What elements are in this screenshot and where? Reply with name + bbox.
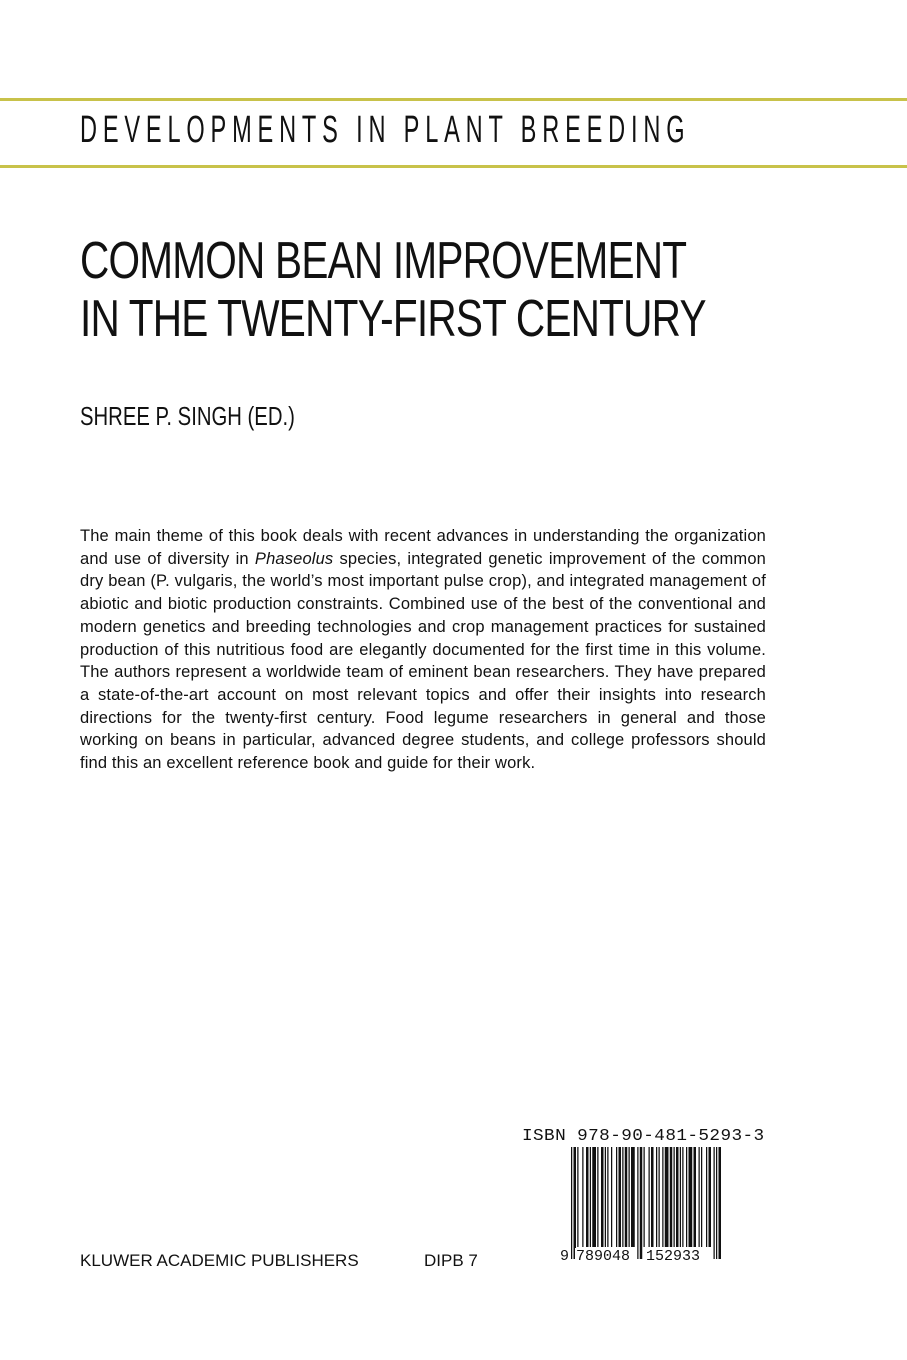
book-title: [80, 232, 706, 348]
book-author: SHREE P. SINGH (ED.): [80, 401, 295, 431]
book-description: [80, 525, 766, 775]
book-title-line-1: COMMON BEAN IMPROVEMENT: [80, 232, 687, 290]
description-italic-genus: Phaseolus: [254, 549, 334, 568]
barcode-digits-right: 152933: [646, 1248, 701, 1265]
barcode-digits-left: 789048: [576, 1248, 631, 1265]
book-title-line-2: IN THE TWENTY-FIRST CENTURY: [80, 290, 706, 348]
publisher-name: KLUWER ACADEMIC PUBLISHERS: [80, 1251, 359, 1270]
series-code: DIPB 7: [424, 1251, 478, 1270]
series-title: DEVELOPMENTS IN PLANT BREEDING: [80, 109, 691, 151]
bottom-divider: [0, 165, 907, 168]
description-text-2: species, integrated genetic improvement of the common dry bean (P. vulgaris, the world’s most important pulse crop), and integrated management of abiotic and biotic production constraints. Combined use of the best of the conventional and modern genetics and breeding technologies and crop management practices for sustained production of this nutritious food are elegantly documented for the first time in this volume. The authors represent a worldwide team of eminent bean researchers. They have prepared a state-of-the-art account on most relevant topics and offer their insights into research directions for the twenty-first century. Food legume researchers in general and those working on beans in particular, advanced degree students, and college professors should find this an excellent reference book and guide for their work.: [80, 549, 766, 773]
isbn-label: ISBN 978-90-481-5293-3: [522, 1127, 765, 1146]
top-divider: [0, 98, 907, 101]
description-text-1: The main theme of this book deals with recent advances in understanding the organization and use of diversity in: [80, 527, 766, 568]
barcode-digit-first: 9: [560, 1248, 570, 1265]
